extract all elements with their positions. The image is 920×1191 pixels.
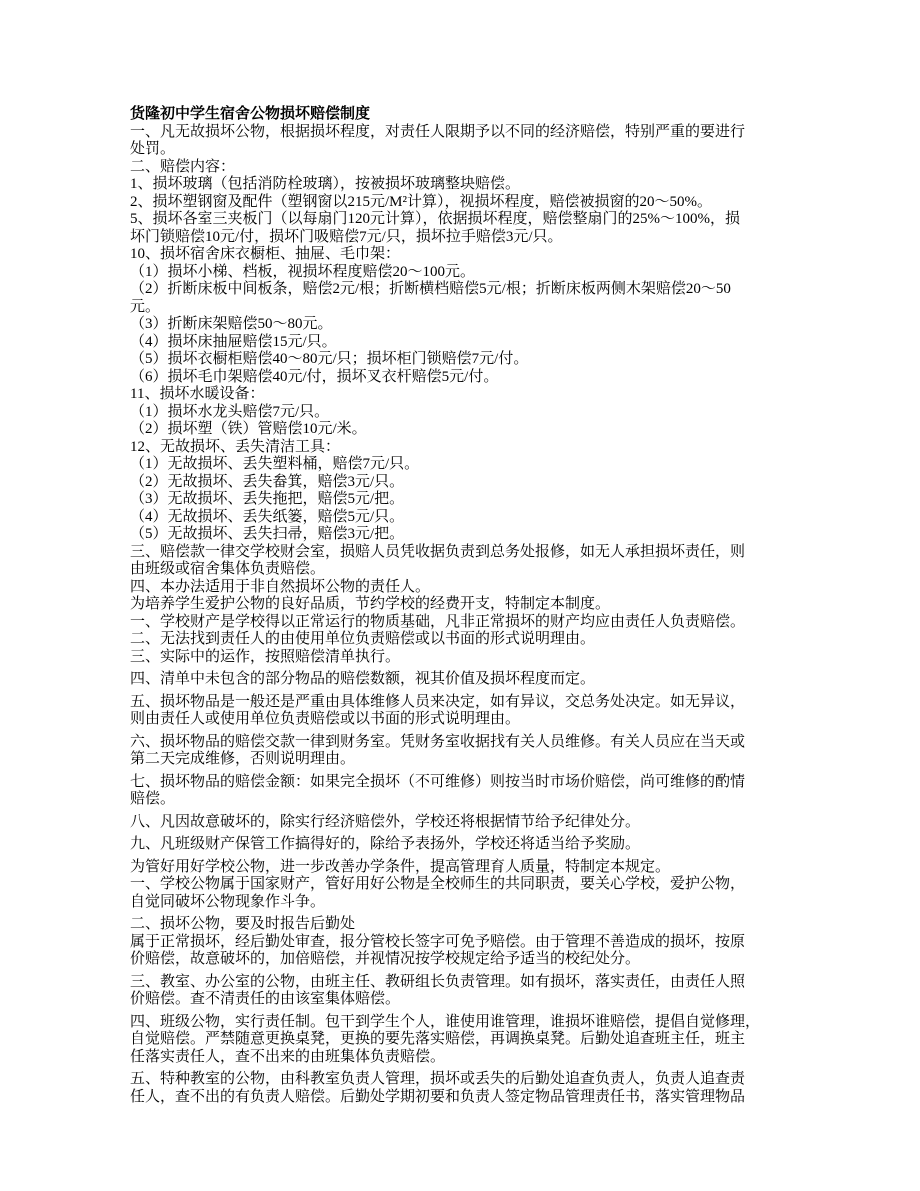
text-line: 第二天完成维修，否则说明理由。 [130, 751, 356, 767]
paragraph [130, 159, 794, 177]
paragraph [130, 439, 794, 457]
text-line: 为管好用好学校公物，进一步改善办学条件，提高管理育人质量，特制定本规定。 [130, 858, 671, 875]
paragraph [130, 369, 794, 387]
paragraph [130, 974, 794, 1009]
text-line: 三、教室、办公室的公物，由班主任、教研组长负责管理。如有损坏，落实责任，由责任人照 [130, 973, 746, 990]
text-line: 一、凡无故损坏公物，根据损坏程度，对责任人限期予以不同的经济赔偿，特别严重的要进行 [130, 123, 746, 140]
paragraph [130, 386, 794, 404]
paragraph [130, 631, 794, 649]
paragraph [130, 734, 794, 769]
text-line: （5）损坏衣橱柜赔偿40～80元/只；损坏柜门锁赔偿7元/付。 [130, 351, 529, 367]
text-line: 10、损坏宿舍床衣橱柜、抽屉、毛巾架： [130, 246, 401, 262]
paragraph [130, 264, 794, 282]
paragraph [130, 836, 794, 854]
text-line: 八、凡因故意破坏的，除实行经济赔偿外，学校还将根据情节给予纪律处分。 [130, 813, 641, 830]
paragraph [130, 421, 794, 439]
text-line: 属于正常损坏，经后勤处审查，报分管校长签字可免予赔偿。由于管理不善造成的损坏，按原 [130, 933, 746, 950]
text-line: （2）损坏塑（铁）管赔偿10元/米。 [130, 421, 367, 437]
text-line: 二、无法找到责任人的由使用单位负责赔偿或以书面的形式说明理由。 [130, 631, 596, 647]
document-body [130, 106, 794, 1106]
text-line: （2）无故损坏、丢失畚箕，赔偿3元/只。 [130, 473, 405, 490]
paragraph [130, 351, 794, 369]
document-title-text: 货隆初中学生宿舍公物损坏赔偿制度 [130, 106, 371, 122]
text-line: 四、班级公物，实行责任制。包干到学生个人，谁使用谁管理，谁损坏谁赔偿，提倡自觉修理， [130, 1013, 761, 1030]
text-line: （1）损坏小梯、档板，视损坏程度赔偿20～100元。 [130, 263, 476, 280]
text-line: 12、无故损坏、丢失清洁工具： [130, 438, 341, 455]
paragraph [130, 614, 794, 632]
text-line: 四、本办法适用于非自然损坏公物的责任人。 [130, 578, 431, 595]
text-line: （1）损坏水龙头赔偿7元/只。 [130, 403, 330, 420]
text-line: 二、赔偿内容： [130, 158, 236, 175]
text-line: （3）折断床架赔偿50～80元。 [130, 316, 333, 332]
text-line: 坏门锁赔偿10元/付，损坏门吸赔偿7元/只，损坏拉手赔偿3元/只。 [130, 228, 563, 245]
text-line: 1、损坏玻璃（包括消防栓玻璃），按被损坏玻璃整块赔偿。 [130, 176, 521, 192]
text-line: 则由责任人或使用单位负责赔偿或以书面的形式说明理由。 [130, 711, 521, 727]
paragraph [130, 774, 794, 809]
paragraph [130, 526, 794, 544]
text-line: 三、赔偿款一律交学校财会室，损赔人员凭收据负责到总务处报修，如无人承担损坏责任，则 [130, 543, 746, 560]
text-line: 自觉赔偿。严禁随意更换桌凳，更换的要先落实赔偿，再调换桌凳。后勤处追查班主任，班主 [130, 1031, 746, 1047]
paragraph [130, 404, 794, 422]
paragraph [130, 211, 794, 246]
paragraph [130, 814, 794, 832]
paragraph [130, 176, 794, 194]
text-line: 自觉同破坏公物现象作斗争。 [130, 893, 326, 910]
text-line: 任落实责任人，查不出来的由班集体负责赔偿。 [130, 1048, 446, 1065]
paragraph [130, 579, 794, 597]
paragraph [130, 916, 794, 934]
text-line: 六、损坏物品的赔偿交款一律到财务室。凭财务室收据找有关人员维修。有关人员应在当天或 [130, 733, 746, 750]
document-title [130, 106, 794, 124]
text-line: 一、学校财产是学校得以正常运行的物质基础，凡非正常损坏的财产均应由责任人负责赔偿。 [130, 613, 746, 630]
paragraph [130, 334, 794, 352]
paragraph [130, 649, 794, 667]
text-line: （3）无故损坏、丢失拖把，赔偿5元/把。 [130, 491, 405, 507]
text-line: 价赔偿，故意破坏的，加倍赔偿，并视情况按学校规定给予适当的校纪处分。 [130, 951, 641, 967]
paragraph [130, 316, 794, 334]
paragraph [130, 859, 794, 877]
paragraph [130, 694, 794, 729]
text-line: （4）损坏床抽屉赔偿15元/只。 [130, 333, 337, 350]
paragraph [130, 544, 794, 579]
text-line: （5）无故损坏、丢失扫帚，赔偿3元/把。 [130, 526, 405, 542]
text-line: 四、清单中未包含的部分物品的赔偿数额，视其价值及损坏程度而定。 [130, 671, 596, 687]
text-line: 九、凡班级财产保管工作搞得好的，除给予表扬外，学校还将适当给予奖励。 [130, 836, 641, 852]
text-line: 七、损坏物品的赔偿金额：如果完全损坏（不可维修）则按当时市场价赔偿，尚可维修的酌情 [130, 773, 746, 790]
paragraph [130, 876, 794, 911]
text-line: （2）折断床板中间板条，赔偿2元/根；折断横档赔偿5元/根；折断床板两侧木架赔偿20～50 [130, 281, 731, 297]
paragraph [130, 281, 794, 316]
paragraph [130, 194, 794, 212]
paragraph [130, 456, 794, 474]
text-line: 三、实际中的运作，按照赔偿清单执行。 [130, 648, 401, 665]
paragraph [130, 509, 794, 527]
text-line: 处罚。 [130, 141, 176, 157]
text-line: 五、特种教室的公物，由科教室负责人管理，损坏或丢失的后勤处追查负责人，负责人追查责 [130, 1071, 746, 1087]
text-line: 5、损坏各室三夹板门（以每扇门120元计算），依据损坏程度，赔偿整扇门的25%～100%，损 [130, 211, 740, 227]
paragraph [130, 491, 794, 509]
paragraph [130, 596, 794, 614]
paragraph [130, 246, 794, 264]
text-line: （1）无故损坏、丢失塑料桶，赔偿7元/只。 [130, 456, 420, 472]
paragraph [130, 124, 794, 159]
text-line: 11、损坏水暖设备： [130, 386, 265, 402]
text-line: 一、学校公物属于国家财产，管好用好公物是全校师生的共同职责，要关心学校，爱护公物， [130, 876, 746, 892]
text-line: 二、损坏公物，要及时报告后勤处 [130, 916, 356, 932]
text-line: 由班级或宿舍集体负责赔偿。 [130, 561, 326, 577]
paragraph [130, 1014, 794, 1067]
paragraph [130, 474, 794, 492]
paragraph [130, 934, 794, 969]
text-line: 五、损坏物品是一般还是严重由具体维修人员来决定，如有异议，交总务处决定。如无异议， [130, 693, 746, 710]
text-line: 元。 [130, 298, 161, 315]
paragraph [130, 1071, 794, 1106]
text-line: 赔偿。 [130, 791, 176, 807]
text-line: 2、损坏塑钢窗及配件（塑钢窗以215元/M²计算），视损坏程度，赔偿被损窗的20～50%。 [130, 193, 713, 210]
text-line: 任人，查不出的有负责人赔偿。后勤处学期初要和负责人签定物品管理责任书，落实管理物品 [130, 1088, 746, 1105]
text-line: 价赔偿。查不清责任的由该室集体赔偿。 [130, 991, 401, 1007]
text-line: （6）损坏毛巾架赔偿40元/付，损坏叉衣杆赔偿5元/付。 [130, 368, 499, 385]
text-line: 为培养学生爱护公物的良好品质，节约学校的经费开支，特制定本制度。 [130, 596, 611, 612]
text-line: （4）无故损坏、丢失纸篓，赔偿5元/只。 [130, 508, 405, 525]
paragraph [130, 671, 794, 689]
